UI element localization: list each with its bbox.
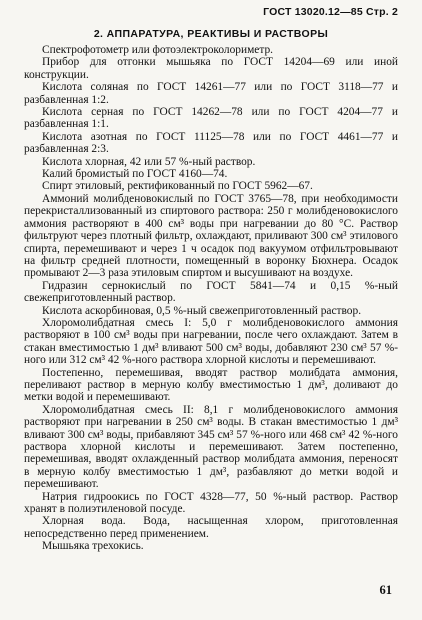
paragraph: Хлоромолибдатная смесь II: 8,1 г молибденовокислого аммония растворяют при нагревании в 250 см³ воды. В стакан вместимостью 1 дм³ вливают 300 см³ воды, прибавляют 345 см³ 57 %-ного или 468 см³ 42 %-ного раствора хлорной кислоты и перемешивают. Затем постепенно, перемешивая, вводят охлажденный раствор молибдата аммония, переносят в мерную колбу вместимостью 1 дм³, разбавляют до метки водой и перемешивают. xyxy=(24,403,398,491)
page-number: 61 xyxy=(379,583,392,597)
paragraph: Гидразин сернокислый по ГОСТ 5841—74 и 0,15 %-ный свежеприготовленный раствор. xyxy=(24,279,398,305)
paragraph: Хлорная вода. Вода, насыщенная хлором, приготовленная непосредственно перед применением. xyxy=(24,515,398,540)
paragraph: Калий бромистый по ГОСТ 4160—74. xyxy=(42,168,228,181)
paragraph: Хлоромолибдатная смесь I: 5,0 г молибденовокислого аммония растворяют в 100 см³ воды при нагревании, после чего охлаждают. Затем в стакан вместимостью 1 дм³ вливают 500 см³ воды, добавляют 230 см³ 57 %-ного или 312 см³ 42 %-ного раствора хлорной кислоты и перемешивают. xyxy=(24,316,398,367)
paragraph: Кислота азотная по ГОСТ 11125—78 или по ГОСТ 4461—77 и разбавленная 2:3. xyxy=(24,130,398,156)
paragraph: Прибор для отгонки мышьяка по ГОСТ 14204—69 или иной конструкции. xyxy=(24,56,398,81)
paragraph: Постепенно, перемешивая, вводят раствор молибдата аммония, переливают раствор в мерную колбу вместимостью 1 дм³, доливают до метки водой и перемешивают. xyxy=(24,366,398,404)
paragraph: Натрия гидроокись по ГОСТ 4328—77, 50 %-ный раствор. Раствор хранят в полиэтиленовой посуде. xyxy=(24,490,398,516)
document-body xyxy=(24,44,398,553)
paragraph: Спектрофотометр или фотоэлектроколориметр. xyxy=(42,44,274,56)
section-title: 2. АППАРАТУРА, РЕАКТИВЫ И РАСТВОРЫ xyxy=(93,28,329,40)
paragraph: Мышьяка трехокись. xyxy=(42,540,144,553)
paragraph: Аммоний молибденовокислый по ГОСТ 3765—78, при необходимости перекристаллизованный из спиртового раствора: 250 г молибденовокислого аммония растворяют в 400 см³ воды при нагревании до 80 °С. Раствор фильтруют через плотный фильтр, охлаждают, приливают 300 см³ этилового спирта, перемешивают и через 1 ч осадок под вакуумом отфильтровывают на фильтр средней плотности, помещенный в воронку Бюхнера. Осадок промывают 2—3 раза этиловым спиртом и высушивают на воздухе. xyxy=(24,192,398,280)
paragraph: Спирт этиловый, ректификованный по ГОСТ 5962—67. xyxy=(42,180,313,193)
paragraph: Кислота соляная по ГОСТ 14261—77 или по ГОСТ 3118—77 и разбавленная 1:2. xyxy=(24,81,398,106)
page-header: ГОСТ 13020.12—85 Стр. 2 xyxy=(263,6,398,18)
paragraph: Кислота аскорбиновая, 0,5 %-ный свежеприготовленный раствор. xyxy=(42,304,362,317)
paragraph: Кислота хлорная, 42 или 57 %-ный раствор. xyxy=(42,155,256,168)
paragraph: Кислота серная по ГОСТ 14262—78 или по ГОСТ 4204—77 и разбавленная 1:1. xyxy=(24,106,398,131)
